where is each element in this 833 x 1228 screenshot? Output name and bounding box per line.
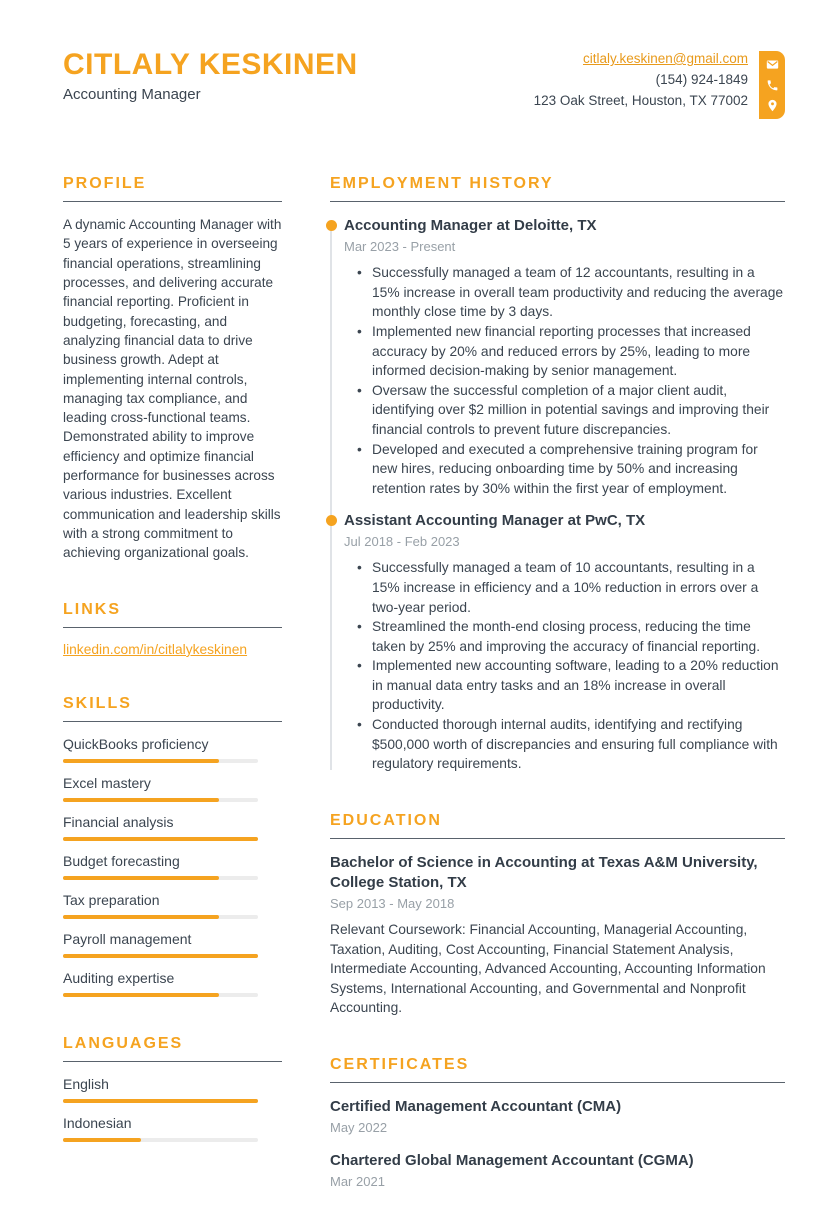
job-bullet-list [344, 263, 785, 498]
education-entry [330, 853, 785, 1018]
skill-item [63, 969, 282, 997]
skill-label: QuickBooks proficiency [63, 735, 209, 752]
language-item [63, 1114, 282, 1142]
education-description: Relevant Coursework: Financial Accounting, Managerial Accounting, Taxation, Auditing, Cost Accounting, Financial Statement Analysis, Intermediate Accounting, Advanced Accounting, Accounting Information Systems, International Accounting, and Governmental and Nonprofit Accounting. [330, 922, 766, 1016]
languages-heading: LANGUAGES [63, 1034, 282, 1062]
email-link[interactable]: citlaly.keskinen@gmail.com [582, 51, 748, 66]
employment-section [330, 174, 785, 774]
job-bullet: • Developed and executed a comprehensive training program for new hires, reducing onboarding time by 50% and increasing retention rates by 30% within the first year of employment. [344, 440, 785, 499]
right-column [330, 174, 785, 1228]
skill-bar-track [63, 915, 258, 919]
skill-bar-track [63, 798, 258, 802]
job-bullet-list [344, 558, 785, 774]
skill-bar-fill [63, 837, 258, 841]
timeline-line [330, 224, 332, 770]
linkedin-link[interactable]: linkedin.com/in/citlalykeskinen [63, 641, 248, 657]
phone-number: (154) 924-1849 [655, 72, 748, 87]
language-bar-fill [63, 1099, 258, 1103]
job-bullet: • Successfully managed a team of 10 accountants, resulting in a 15% increase in efficiency and a 10% reduction in errors over a two-year period. [344, 558, 785, 617]
skill-bar-track [63, 876, 258, 880]
location-pin-icon [766, 99, 779, 112]
skill-item [63, 930, 282, 958]
left-column [63, 174, 282, 1228]
person-job-title: Accounting Manager [63, 86, 201, 103]
language-label: English [63, 1076, 109, 1093]
job-bullet: • Streamlined the month-end closing process, reducing the time taken by 25% and improving the accuracy of financial reporting. [344, 617, 785, 656]
employment-heading: EMPLOYMENT HISTORY [330, 174, 785, 202]
phone-icon [766, 79, 779, 92]
job-bullet: • Conducted thorough internal audits, identifying and rectifying $500,000 worth of discrepancies and ensuring full compliance with regulatory requirements. [344, 715, 785, 774]
job-bullet: • Implemented new financial reporting processes that increased accuracy by 20% and reduced errors by 25%, leading to more informed decision-making by senior management. [344, 322, 785, 381]
skill-bar-track [63, 954, 258, 958]
language-bar-track [63, 1099, 258, 1103]
skill-label: Budget forecasting [63, 852, 180, 869]
contact-icon-bar [759, 51, 785, 119]
profile-text: A dynamic Accounting Manager with 5 years of experience in overseeing financial operations, streamlining processes, and delivering accurate financial reporting. Proficient in budgeting, forecasting, and analyzing financial data to drive business growth. Adept at implementing internal controls, managing tax compliance, and leading cross-functional teams. Demonstrated ability to improve efficiency and optimize financial performance for businesses across various industries. Excellent communication and leadership skills with a strong commitment to achieving organizational goals. [63, 217, 282, 561]
skill-bar-fill [63, 993, 219, 997]
skill-bar-fill [63, 876, 219, 880]
header [0, 0, 833, 111]
language-bar-track [63, 1138, 258, 1142]
certificates-heading: CERTIFICATES [330, 1055, 785, 1083]
skill-item [63, 813, 282, 841]
content-columns [0, 174, 833, 1228]
skills-heading: SKILLS [63, 694, 282, 722]
education-section [330, 811, 785, 1018]
profile-heading: PROFILE [63, 174, 282, 202]
job-entry [344, 216, 785, 498]
job-entry [344, 511, 785, 774]
skill-item [63, 852, 282, 880]
certificate-title: Certified Management Accountant (CMA) [330, 1098, 622, 1116]
envelope-icon [766, 58, 779, 71]
skill-bar-fill [63, 759, 219, 763]
link-item [63, 642, 282, 657]
job-dates: Jul 2018 - Feb 2023 [344, 534, 460, 550]
certificate-title: Chartered Global Management Accountant (CGMA) [330, 1152, 694, 1170]
education-heading: EDUCATION [330, 811, 785, 839]
skill-bar-fill [63, 915, 219, 919]
skill-bar-track [63, 837, 258, 841]
job-bullet: • Successfully managed a team of 12 accountants, resulting in a 15% increase in overall team productivity and reducing the average monthly close time by 3 days. [344, 263, 785, 322]
skill-bar-track [63, 993, 258, 997]
certificate-entry [330, 1151, 785, 1191]
job-bullet: • Implemented new accounting software, leading to a 20% reduction in manual data entry tasks and an 18% increase in overall productivity. [344, 656, 785, 715]
certificate-dates: May 2022 [330, 1120, 388, 1136]
skill-item [63, 774, 282, 802]
job-title-pwc: Assistant Accounting Manager at PwC, TX [344, 512, 646, 530]
links-heading: LINKS [63, 600, 282, 628]
links-section [63, 600, 282, 657]
skill-bar-fill [63, 954, 258, 958]
job-dates: Mar 2023 - Present [344, 239, 456, 255]
skill-item [63, 891, 282, 919]
address: 123 Oak Street, Houston, TX 77002 [533, 93, 748, 108]
skill-item [63, 735, 282, 763]
skill-bar-fill [63, 798, 219, 802]
job-title-deloitte: Accounting Manager at Deloitte, TX [344, 217, 597, 235]
skill-label: Auditing expertise [63, 969, 175, 986]
profile-section [63, 174, 282, 563]
skill-label: Tax preparation [63, 891, 160, 908]
timeline-dot [326, 220, 337, 231]
skills-section [63, 694, 282, 997]
header-identity [63, 48, 358, 111]
skill-label: Financial analysis [63, 813, 174, 830]
contact-email-line [534, 48, 748, 69]
languages-section [63, 1034, 282, 1142]
certificate-entry [330, 1097, 785, 1137]
employment-timeline [330, 216, 785, 774]
timeline-dot [326, 515, 337, 526]
person-name: CITLALY KESKINEN [63, 48, 358, 81]
job-bullet: • Oversaw the successful completion of a major client audit, identifying over $2 million in potential savings and improving their financial controls to prevent future discrepancies. [344, 381, 785, 440]
skill-label: Payroll management [63, 930, 192, 947]
contact-block [534, 48, 748, 111]
language-label: Indonesian [63, 1115, 132, 1132]
degree-title: Bachelor of Science in Accounting at Texas A&M University, College Station, TX [330, 854, 758, 892]
skill-label: Excel mastery [63, 774, 151, 791]
language-item [63, 1075, 282, 1103]
skill-bar-track [63, 759, 258, 763]
certificate-dates: Mar 2021 [330, 1174, 385, 1190]
certificates-section [330, 1055, 785, 1191]
education-dates: Sep 2013 - May 2018 [330, 896, 455, 912]
language-bar-fill [63, 1138, 141, 1142]
